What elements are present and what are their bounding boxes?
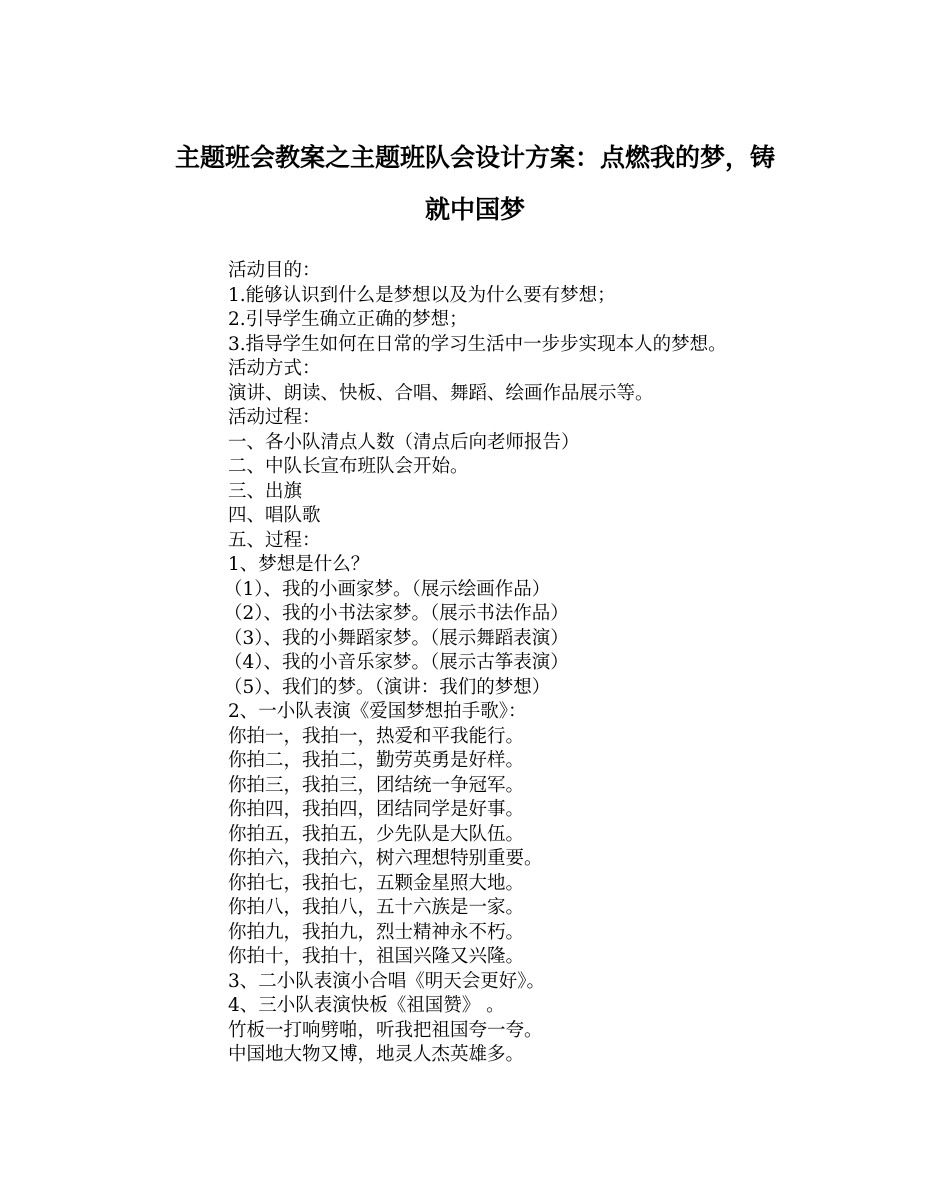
text-line: 你拍七，我拍七，五颗金星照大地。 <box>228 872 525 894</box>
text-line: 1、梦想是什么？ <box>228 554 370 575</box>
text-line: 活动方式： <box>228 358 321 379</box>
text-line: 五、过程： <box>228 529 321 551</box>
text-line: 3.指导学生如何在日常的学习生活中一步步实现本人的梦想。 <box>228 333 727 355</box>
text-line: 活动过程： <box>228 407 321 428</box>
text-line: （4）、我的小音乐家梦。（展示古筝表演） <box>224 652 569 673</box>
text-line: 一、各小队清点人数（清点后向老师报告） <box>228 431 580 453</box>
text-line: 四、唱队歌 <box>228 505 321 526</box>
text-line: 你拍四，我拍四，团结同学是好事。 <box>228 799 525 820</box>
title-line-1: 主题班会教案之主题班队会设计方案：点燃我的梦，铸 <box>174 143 775 172</box>
text-line: 你拍二，我拍二，勤劳英勇是好样。 <box>228 750 525 771</box>
text-line: （3）、我的小舞蹈家梦。（展示舞蹈表演） <box>224 627 569 649</box>
text-line: 1.能够认识到什么是梦想以及为什么要有梦想； <box>228 284 616 306</box>
text-line: 竹板一打响劈啪，听我把祖国夸一夸。 <box>228 1019 543 1041</box>
text-line: 三、出旗 <box>228 480 303 502</box>
text-line: 中国地大物又博，地灵人杰英雄多。 <box>228 1044 525 1065</box>
text-line: 你拍五，我拍五，少先队是大队伍。 <box>228 823 525 845</box>
text-line: 你拍一，我拍一，热爱和平我能行。 <box>228 725 525 747</box>
text-line: 你拍九，我拍九，烈士精神永不朽。 <box>228 921 525 943</box>
text-line: （2）、我的小书法家梦。（展示书法作品） <box>224 603 569 624</box>
text-line: 4、三小队表演快板《祖国赞》 。 <box>228 995 505 1016</box>
document-body <box>224 259 828 1068</box>
text-line: 演讲、朗读、快板、合唱、舞蹈、绘画作品展示等。 <box>228 382 654 404</box>
text-line: 活动目的： <box>228 260 321 281</box>
text-line: 二、中队长宣布班队会开始。 <box>228 456 469 477</box>
text-line: 你拍三，我拍三，团结统一争冠军。 <box>228 774 525 796</box>
text-line: 3、二小队表演小合唱《明天会更好》。 <box>228 970 546 992</box>
text-line: 2.引导学生确立正确的梦想； <box>228 309 468 330</box>
document-title <box>120 132 830 236</box>
text-line: 你拍十，我拍十，祖国兴隆又兴隆。 <box>228 946 525 967</box>
text-line: 你拍六，我拍六，树六理想特别重要。 <box>228 848 543 869</box>
text-line: 2、一小队表演《爱国梦想拍手歌》： <box>228 701 527 722</box>
text-line: （1）、我的小画家梦。（展示绘画作品） <box>224 578 551 600</box>
text-line: （5）、我们的梦。（演讲：我们的梦想） <box>224 676 551 698</box>
title-line-2: 就中国梦 <box>424 195 525 224</box>
text-line: 你拍八，我拍八，五十六族是一家。 <box>228 897 525 918</box>
